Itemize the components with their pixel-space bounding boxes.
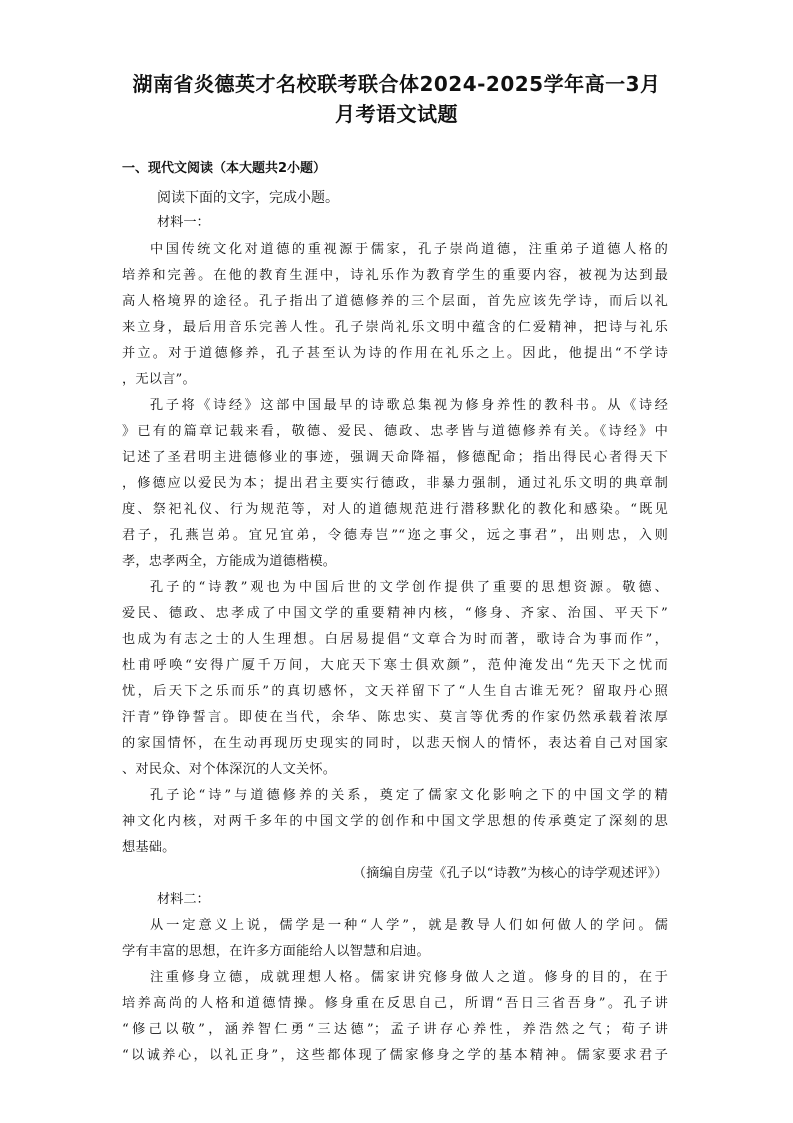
section-heading: 一、现代文阅读（本大题共2小题）: [122, 161, 327, 176]
text-line: 孔子论“诗”与道德修养的关系，奠定了儒家文化影响之下的中国文学的精: [150, 788, 668, 803]
text-line: 也成为有志之士的人生理想。白居易提倡“文章合为时而著，歌诗合为事而作”，: [122, 632, 668, 647]
text-line: 培养和完善。在他的教育生涯中，诗礼乐作为教育学生的重要内容，被视为达到最: [122, 268, 668, 283]
material-2-label: 材料二：: [157, 892, 210, 907]
text-line: 度、祭祀礼仪、行为规范等，对人的道德规范进行潜移默化的教化和感染。“既见: [122, 502, 668, 517]
text-line: 爱民、德政、忠孝成了中国文学的重要精神内核，“修身、齐家、治国、平天下”: [122, 606, 668, 621]
text-line: 注重修身立德，成就理想人格。儒家讲究修身做人之道。修身的目的，在于: [150, 970, 668, 985]
text-line: “修己以敬”，涵养智仁勇“三达德”；孟子讲存心养性，养浩然之气；荀子讲: [122, 1022, 668, 1037]
text-line: 学有丰富的思想，在许多方面能给人以智慧和启迪。: [122, 944, 430, 959]
text-line: 神文化内核，对两千多年的中国文学的创作和中国文学思想的传承奠定了深刻的思: [122, 814, 668, 829]
text-line: 培养高尚的人格和道德情操。修身重在反思自己，所谓“吾日三省吾身”。孔子讲: [122, 996, 668, 1011]
text-line: 汗青”铮铮誓言。即使在当代，余华、陈忠实、莫言等优秀的作家仍然承载着浓厚: [122, 710, 668, 725]
text-line: 并立。对于道德修养，孔子甚至认为诗的作用在礼乐之上。因此，他提出“不学诗: [122, 346, 668, 361]
text-line: 杜甫呼唤“安得广厦千万间，大庇天下寒士俱欢颜”，范仲淹发出“先天下之忧而: [122, 658, 668, 673]
text-line: 孔子的“诗教”观也为中国后世的文学创作提供了重要的思想资源。敬德、: [150, 580, 668, 595]
text-line: 孝，忠孝两全，方能成为道德楷模。: [122, 554, 337, 569]
text-line: 高人格境界的途径。孔子指出了道德修养的三个层面，首先应该先学诗，而后以礼: [122, 294, 668, 309]
document-title-line-2: 月考语文试题: [335, 102, 458, 126]
text-line: 、对民众、对个体深沉的人文关怀。: [122, 762, 337, 777]
text-line: 来立身，最后用音乐完善人性。孔子崇尚礼乐文明中蕴含的仁爱精神，把诗与礼乐: [122, 320, 668, 335]
source-citation: （摘编自房莹《孔子以“诗教”为核心的诗学观述评》）: [352, 866, 668, 881]
text-line: 中国传统文化对道德的重视源于儒家，孔子崇尚道德，注重弟子道德人格的: [150, 242, 668, 257]
text-line: 记述了圣君明主进德修业的事迹，强调天命降福，修德配命；指出得民心者得天下: [122, 450, 668, 465]
material-1-label: 材料一：: [157, 215, 210, 230]
reading-instruction: 阅读下面的文字，完成小题。: [157, 190, 339, 206]
text-line: ，修德应以爱民为本；提出君主要实行德政，非暴力强制，通过礼乐文明的典章制: [122, 476, 668, 491]
text-line: 忧，后天下之乐而乐”的真切感怀，文天祥留下了“人生自古谁无死？留取丹心照: [122, 684, 668, 699]
text-line: ，无以言”。: [122, 372, 196, 387]
document-title-line-1: 湖南省炎德英才名校联考联合体2024-2025学年高一3月: [132, 72, 661, 96]
text-line: 》已有的篇章记载来看，敬德、爱民、德政、忠孝皆与道德修养有关。《诗经》中: [122, 424, 668, 439]
text-line: 想基础。: [122, 840, 176, 855]
text-line: 从一定意义上说，儒学是一种“人学”，就是教导人们如何做人的学问。儒: [150, 918, 668, 933]
text-line: 的家国情怀，在生动再现历史现实的同时，以悲天悯人的情怀，表达着自己对国家: [122, 736, 668, 751]
text-line: 君子，孔燕岂弟。宜兄宜弟，令德寿岂”“迩之事父，远之事君”，出则忠，入则: [122, 528, 668, 543]
text-line: 孔子将《诗经》这部中国最早的诗歌总集视为修身养性的教科书。从《诗经: [150, 398, 668, 413]
text-line: “以诚养心，以礼正身”，这些都体现了儒家修身之学的基本精神。儒家要求君子: [122, 1048, 668, 1063]
